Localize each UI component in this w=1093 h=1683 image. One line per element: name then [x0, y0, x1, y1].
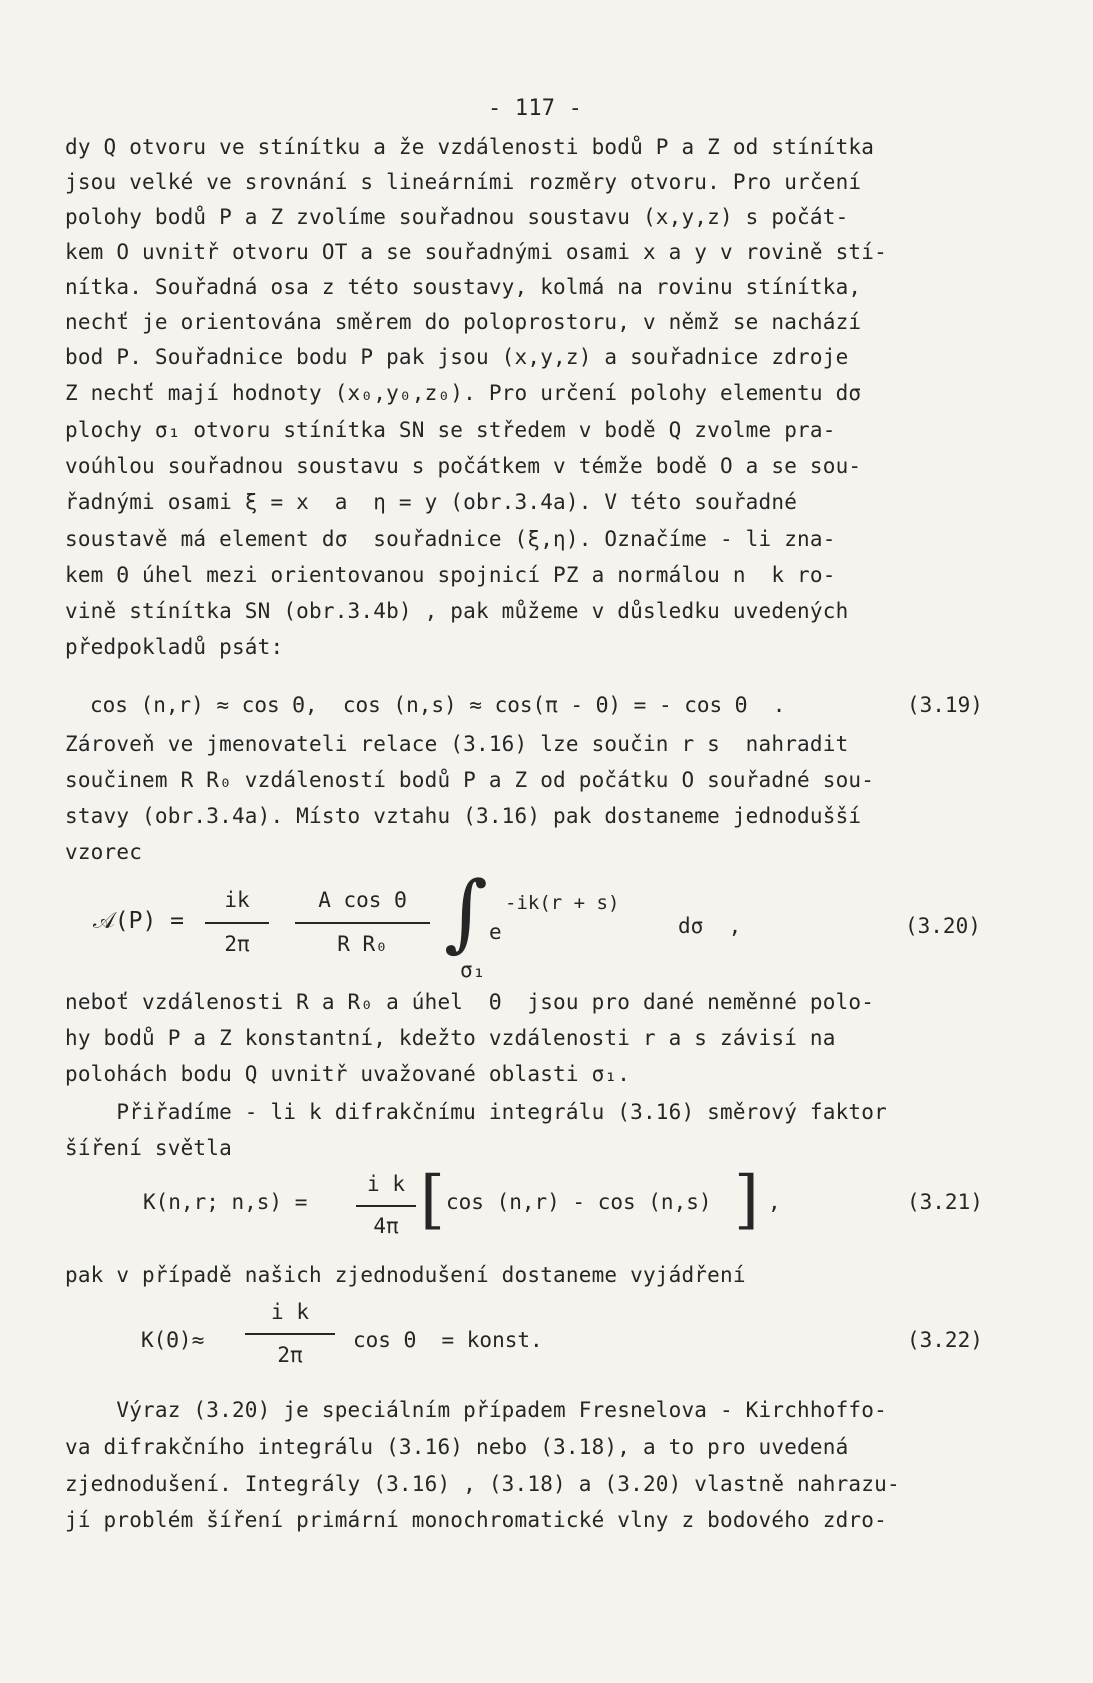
equation-lhs: K(Θ)≈ [141, 1328, 205, 1352]
text-line: šíření světla [65, 1136, 232, 1160]
fraction-bar [205, 922, 269, 924]
exponential-base: e [489, 920, 502, 944]
fraction-numerator: A cos Θ [318, 888, 407, 912]
text-line: va difrakčního integrálu (3.16) nebo (3.18), a to pro uvedená [65, 1435, 849, 1459]
fraction-bar [356, 1205, 416, 1207]
fraction-denominator: R R₀ [337, 932, 388, 956]
text-line: nechť je orientována směrem do poloprostoru, v němž se nachází [65, 310, 862, 334]
equation-rhs: cos Θ = konst. [353, 1328, 543, 1352]
equation-trail: , [768, 1190, 781, 1214]
text-line: kem Θ úhel mezi orientovanou spojnicí PZ a normálou n k ro- [65, 563, 836, 587]
fraction-numerator: ik [224, 888, 250, 912]
fraction-numerator: i k [271, 1300, 309, 1324]
fraction-denominator: 2π [224, 932, 250, 956]
text-line: dy Q otvoru ve stínítku a že vzdálenosti bodů P a Z od stínítka [65, 135, 875, 159]
equation-number: (3.21) [907, 1190, 983, 1214]
text-line: zjednodušení. Integrály (3.16) , (3.18) a (3.20) vlastně nahrazu- [65, 1472, 900, 1496]
integral-sign: ∫ [444, 863, 488, 961]
exponent: -ik(r + s) [505, 892, 620, 914]
fraction-bar [245, 1333, 335, 1335]
text-line: jsou velké ve srovnání s lineárními rozměry otvoru. Pro určení [65, 170, 862, 194]
text-line: nítka. Souřadná osa z této soustavy, kolmá na rovinu stínítka, [65, 275, 862, 299]
left-bracket: [ [420, 1163, 445, 1237]
text-line: polohách bodu Q uvnitř uvažované oblasti σ₁. [65, 1062, 631, 1086]
text-line: vině stínítka SN (obr.3.4b) , pak můžeme v důsledku uvedených [65, 599, 849, 623]
text-line: předpokladů psát: [65, 635, 284, 659]
page-number: - 117 - [488, 96, 583, 121]
text-line: soustavě má element dσ souřadnice (ξ,η). Označíme - li zna- [65, 527, 836, 551]
equation-body: cos (n,r) ≈ cos Θ, cos (n,s) ≈ cos(π - Θ) = - cos Θ . [90, 693, 786, 717]
text-line: voúhlou souřadnou soustavu s počátkem v témže bodě O a se sou- [65, 454, 862, 478]
text-line: bod P. Souřadnice bodu P pak jsou (x,y,z) a souřadnice zdroje [65, 345, 849, 369]
equation-number: (3.20) [905, 914, 981, 938]
differential: dσ , [678, 914, 742, 938]
text-line: hy bodů P a Z konstantní, kdežto vzdálenosti r a s závisí na [65, 1026, 836, 1050]
text-line: neboť vzdálenosti R a R₀ a úhel Θ jsou pro dané neměnné polo- [65, 990, 875, 1014]
text-line: Zároveň ve jmenovateli relace (3.16) lze součin r s nahradit [65, 732, 849, 756]
text-line: Z nechť mají hodnoty (x₀,y₀,z₀). Pro určení polohy elementu dσ [65, 381, 862, 405]
text-line: vzorec [65, 840, 143, 864]
fraction-bar [295, 922, 430, 924]
right-bracket: ] [734, 1163, 759, 1237]
text-line: plochy σ₁ otvoru stínítka SN se středem v bodě Q zvolme pra- [65, 418, 836, 442]
equation-lhs: K(n,r; n,s) = [143, 1190, 308, 1214]
fraction-denominator: 4π [373, 1214, 399, 1238]
equation-number: (3.19) [907, 693, 983, 717]
fraction-numerator: i k [367, 1172, 405, 1196]
bracket-body: cos (n,r) - cos (n,s) [446, 1190, 712, 1214]
equation-lhs: 𝒜(P) = [93, 908, 184, 934]
text-line: součinem R R₀ vzdáleností bodů P a Z od počátku O souřadné sou- [65, 768, 875, 792]
text-line: Přiřadíme - li k difrakčnímu integrálu (3.16) směrový faktor [65, 1100, 887, 1124]
text-line: kem O uvnitř otvoru OT a se souřadnými osami x a y v rovině stí- [65, 240, 887, 264]
fraction-denominator: 2π [277, 1343, 303, 1367]
text-line: řadnými osami ξ = x a η = y (obr.3.4a). V této souřadné [65, 490, 798, 514]
text-line: stavy (obr.3.4a). Místo vztahu (3.16) pak dostaneme jednodušší [65, 804, 862, 828]
text-line: Výraz (3.20) je speciálním případem Fresnelova - Kirchhoffo- [65, 1398, 887, 1422]
integral-lower-limit: σ₁ [460, 958, 486, 982]
text-line: polohy bodů P a Z zvolíme souřadnou soustavu (x,y,z) s počát- [65, 205, 849, 229]
text-line: pak v případě našich zjednodušení dostaneme vyjádření [65, 1263, 746, 1287]
text-line: jí problém šíření primární monochromatické vlny z bodového zdro- [65, 1508, 887, 1532]
equation-number: (3.22) [907, 1328, 983, 1352]
